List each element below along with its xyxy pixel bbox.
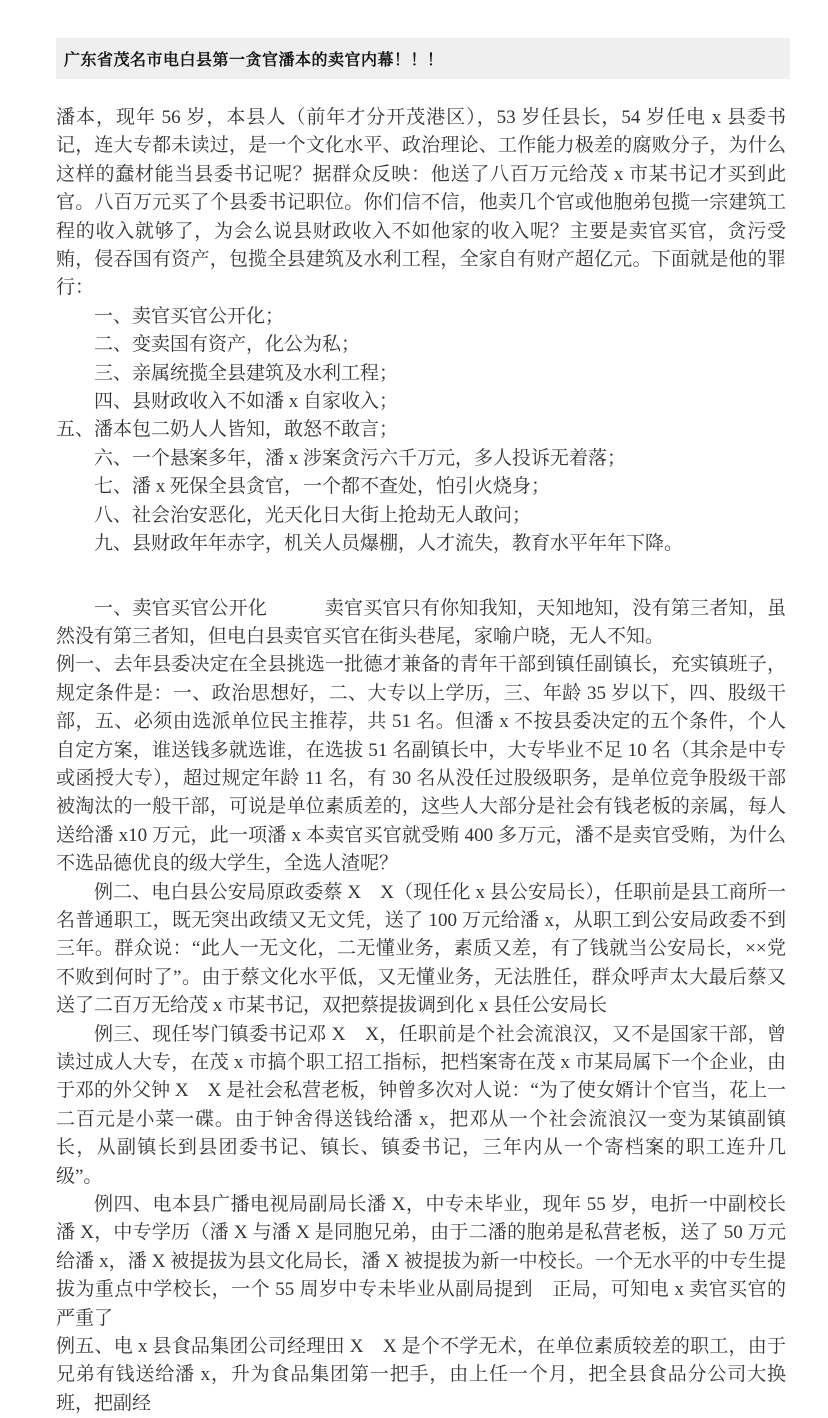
crime-list-item: 九、县财政年年赤字，机关人员爆棚，人才流失，教育水平年年下降。 <box>94 533 684 555</box>
crime-list-item: 七、潘 x 死保全县贪官，一个都不查处，怕引火烧身； <box>94 476 551 498</box>
crime-list-item: 二、变卖国有资产，化公为私； <box>94 334 361 356</box>
article-container <box>56 38 790 1418</box>
section-paragraph: 例一、去年县委决定在全县挑选一批德才兼备的青年干部到镇任副镇长，充实镇班子，规定条件是：一、政治思想好，二、大专以上学历，三、年龄 35 岁以下，四、股级干部，五、必须由选派单位民主推荐，共 51 名。但潘 x 不按县委决定的五个条件，个人自定方案，谁送钱多就选谁，在选拔 51 名副镇长中，大专毕业不足 10 名（其余是中专或函授大专），超过规定年龄 11 名，有 30 名从没任过股级职务，是单位竞争股级干部被淘汰的一般干部，可说是单位素质差的，这些人大部分是社会有钱老板的亲属，每人送给潘 x10 万元，此一项潘 x 本卖官买官就受贿 400 多万元，潘不是卖官受贿，为什么不选品德优良的级大学生，全选人渣呢？ <box>56 654 786 875</box>
page-title: 广东省茂名市电白县第一贪官潘本的卖官内幕！！！ <box>64 52 444 69</box>
crime-list-item: 六、一个悬案多年，潘 x 涉案贪污六千万元，多人投诉无着落； <box>94 447 627 469</box>
section-paragraph: 例五、电 x 县食品集团公司经理田 X X 是个不学无术，在单位素质较差的职工，由于兄弟有钱送给潘 x，升为食品集团第一把手，由上任一个月，把全县食品分公司大换班，把副经 <box>56 1336 786 1414</box>
intro-paragraph: 潘本，现年 56 岁，本县人（前年才分开茂港区），53 岁任县长，54 岁任电 x 县委书记，连大专都未读过，是一个文化水平、政治理论、工作能力极差的腐败分子，为什么这样的蠢材能当县委书记呢？据群众反映：他送了八百万元给茂 x 市某书记才买到此官。八百万元买了个县委书记职位。你们信不信，他卖几个官或他胞弟包揽一宗建筑工程的收入就够了，为会么说县财政收入不如他家的收入呢？主要是卖官买官，贪污受贿，侵吞国有资产，包揽全县建筑及水利工程，全家自有财产超亿元。下面就是他的罪行： <box>56 107 786 299</box>
section-paragraph: 例三、现任岑门镇委书记邓 X X，任职前是个社会流浪汉，又不是国家干部，曾读过成人大专，在茂 x 市搞个职工招工指标，把档案寄在茂 x 市某局属下一个企业，由于邓的外父钟 X X 是社会私营老板，钟曾多次对人说：“为了使女婿计个官当，花上一二百元是小菜一碟。由于钟舍得送钱给潘 x，把邓从一个社会流浪汉一变为某镇副镇长，从副镇长到县团委书记、镇长、镇委书记，三年内从一个寄档案的职工连升几级”。 <box>56 1023 786 1187</box>
section-paragraph: 一、卖官买官公开化 卖官买官只有你知我知，天知地知，没有第三者知，虽然没有第三者知，但电白县卖官买官在街头巷尾，家喻户晓，无人不知。 <box>56 597 786 647</box>
crime-list-item: 五、潘本包二奶人人皆知，敢怒不敢言； <box>56 419 399 441</box>
section-gap <box>56 559 786 595</box>
crime-list-item: 四、县财政收入不如潘 x 自家收入； <box>94 391 399 413</box>
section-paragraph: 例二、电白县公安局原政委蔡 X X（现任化 x 县公安局长），任职前是县工商所一名普通职工，既无突出政绩又无文凭，送了 100 万元给潘 x，从职工到公安局政委不到三年。群众说：“此人一无文化，二无懂业务，素质又差，有了钱就当公安局长，××党不败到何时了”。由于蔡文化水平低，又无懂业务，无法胜任，群众呼声太大最后蔡又送了二百万无给茂 x 市某书记，双把蔡提拔调到化 x 县任公安局长 <box>56 881 786 1017</box>
crime-list-item: 八、社会治安恶化，光天化日大街上抢劫无人敢问； <box>94 504 532 526</box>
section-paragraph: 例四、电本县广播电视局副局长潘 X，中专未毕业，现年 55 岁，电折一中副校长潘 X，中专学历（潘 X 与潘 X 是同胞兄弟，由于二潘的胞弟是私营老板，送了 50 万元给潘 x，潘 X 被提拔为县文化局长，潘 X 被提拔为新一中校长。一个无水平的中专生提拔为重点中学校长，一个 55 周岁中专未毕业从副局提到 正局，可知电 x 卖官买官的严重了 <box>56 1194 786 1329</box>
crime-list-item: 一、卖官买官公开化； <box>94 305 285 327</box>
crime-list-item: 三、亲属统揽全县建筑及水利工程； <box>94 362 399 384</box>
title-bar <box>56 38 790 79</box>
article-body <box>56 104 786 1418</box>
